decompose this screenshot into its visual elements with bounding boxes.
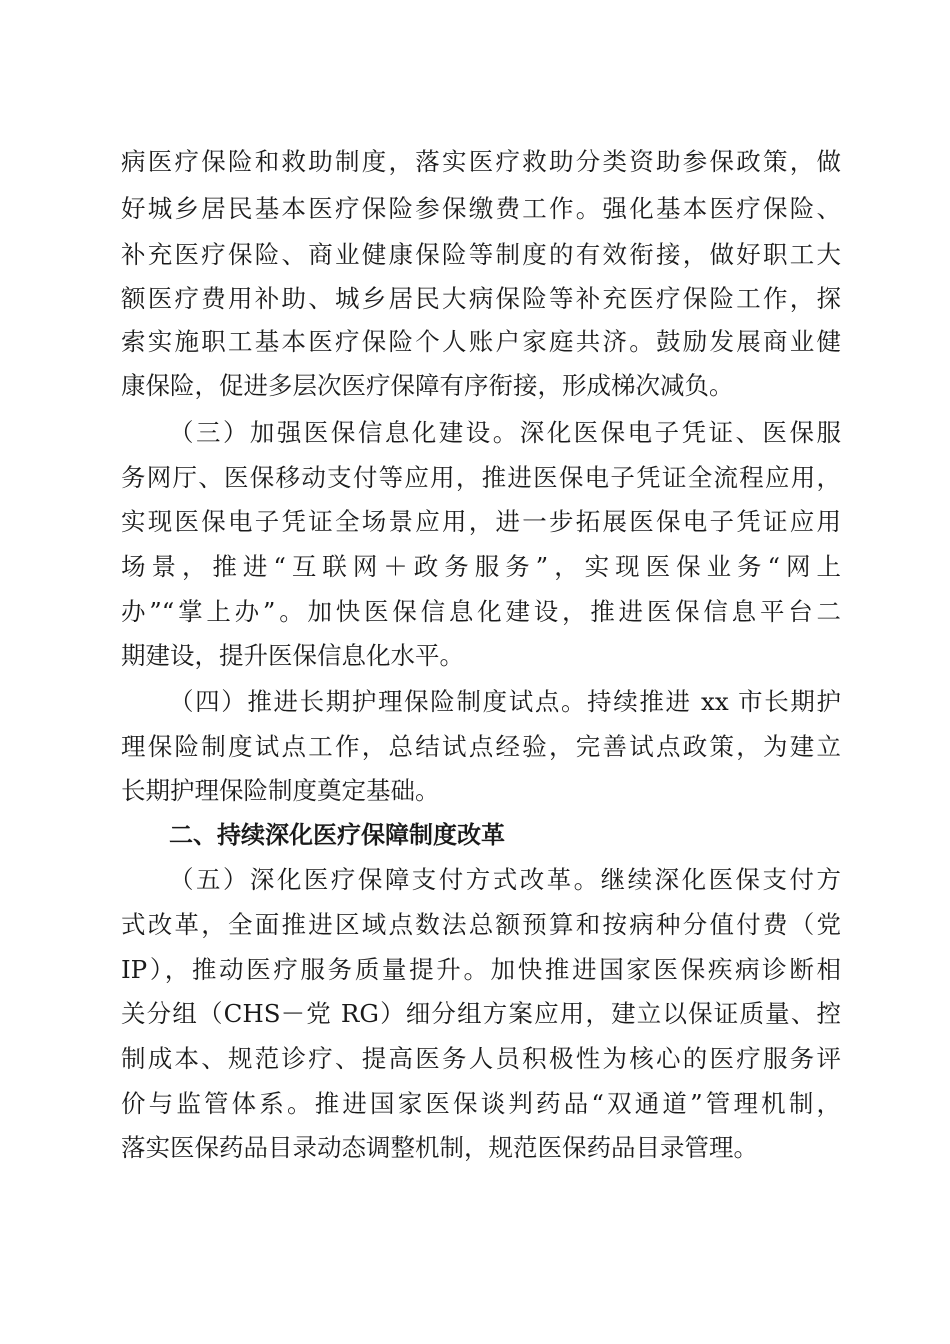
text-line-6: 康保险，促进多层次医疗保障有序衔接，形成梯次减负。: [121, 371, 734, 400]
section-heading-2: 二、持续深化医疗保障制度改革: [169, 821, 505, 849]
section-3-line-3: 实现医保电子凭证全场景应用，进一步拓展医保电子凭证应用: [121, 507, 841, 536]
section-4-line-3: 长期护理保险制度奠定基础。: [121, 776, 440, 805]
section-5-line-7: 落实医保药品目录动态调整机制，规范医保药品目录管理。: [121, 1133, 758, 1162]
section-3-line-6: 期建设，提升医保信息化水平。: [121, 641, 464, 670]
text-line-1: 病医疗保险和救助制度，落实医疗救助分类资助参保政策，做: [121, 147, 841, 176]
section-5-line-5: 制成本、规范诊疗、提高医务人员积极性为核心的医疗服务评: [121, 1044, 841, 1073]
section-5-line-6: 价与监管体系。推进国家医保谈判药品“双通道”管理机制，: [121, 1089, 841, 1118]
section-4-line-2: 理保险制度试点工作，总结试点经验，完善试点政策，为建立: [121, 732, 841, 761]
text-line-2: 好城乡居民基本医疗保险参保缴费工作。强化基本医疗保险、: [121, 194, 841, 223]
section-5-line-3: IP），推动医疗服务质量提升。加快推进国家医保疾病诊断相: [121, 955, 841, 984]
section-5-line-4: 关分组（CHS－党 RG）细分组方案应用，建立以保证质量、控: [121, 999, 841, 1028]
section-3-line-4: 场景，推进“互联网＋政务服务”，实现医保业务“网上: [121, 552, 841, 581]
section-4-line-1: （四）推进长期护理保险制度试点。持续推进 xx 市长期护: [169, 687, 841, 716]
text-line-5: 索实施职工基本医疗保险个人账户家庭共济。鼓励发展商业健: [121, 327, 841, 356]
text-line-4: 额医疗费用补助、城乡居民大病保险等补充医疗保险工作，探: [121, 284, 841, 313]
section-5-line-2: 式改革，全面推进区域点数法总额预算和按病种分值付费（党: [121, 910, 841, 939]
section-3-line-2: 务网厅、医保移动支付等应用，推进医保电子凭证全流程应用，: [121, 463, 841, 492]
text-line-3: 补充医疗保险、商业健康保险等制度的有效衔接，做好职工大: [121, 240, 841, 269]
section-3-line-1: （三）加强医保信息化建设。深化医保电子凭证、医保服: [169, 418, 841, 447]
section-3-line-5: 办”“掌上办”。加快医保信息化建设，推进医保信息平台二: [121, 597, 841, 626]
section-5-line-1: （五）深化医疗保障支付方式改革。继续深化医保支付方: [169, 865, 841, 894]
